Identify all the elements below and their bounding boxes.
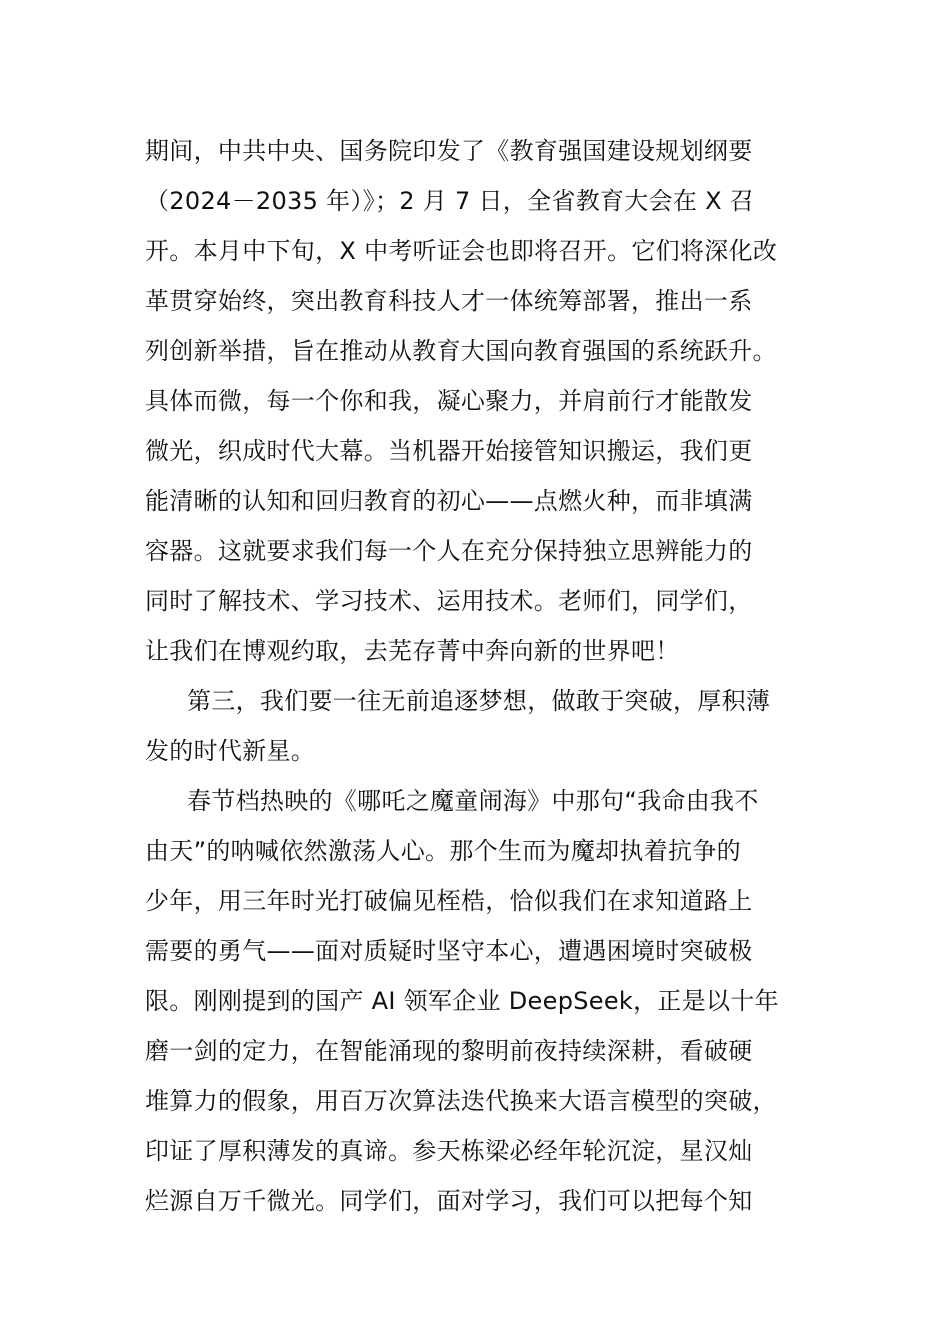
text-line: 开。本月中下旬，X 中考听证会也即将召开。它们将深化改 — [145, 237, 778, 265]
text-line: 能清晰的认知和回归教育的初心——点燃火种，而非填满 — [145, 487, 753, 515]
text-line: 限。刚刚提到的国产 AI 领军企业 DeepSeek，正是以十年 — [145, 987, 779, 1015]
text-line: 需要的勇气——面对质疑时坚守本心，遭遇困境时突破极 — [145, 937, 753, 965]
text-line: （2024－2035 年）》；2 月 7 日，全省教育大会在 X 召 — [145, 187, 755, 215]
text-line: 由天”的呐喊依然激荡人心。那个生而为魔却执着抗争的 — [145, 837, 741, 865]
text-line: 印证了厚积薄发的真谛。参天栋梁必经年轮沉淀，星汉灿 — [145, 1137, 753, 1165]
text-line: 同时了解技术、学习技术、运用技术。老师们，同学们， — [145, 587, 753, 615]
text-line: 让我们在博观约取，去芜存菁中奔向新的世界吧！ — [145, 637, 680, 665]
text-line: 少年，用三年时光打破偏见桎梏，恰似我们在求知道路上 — [145, 887, 753, 915]
paragraph-first-line: 第三，我们要一往无前追逐梦想，做敢于突破，厚积薄 — [187, 687, 771, 715]
text-line: 堆算力的假象，用百万次算法迭代换来大语言模型的突破， — [145, 1087, 777, 1115]
text-line: 磨一剑的定力，在智能涌现的黎明前夜持续深耕，看破硬 — [145, 1037, 753, 1065]
paragraph-first-line: 春节档热映的《哪吒之魔童闹海》中那句“我命由我不 — [187, 787, 759, 815]
text-line: 发的时代新星。 — [145, 737, 316, 765]
text-line: 革贯穿始终，突出教育科技人才一体统筹部署，推出一系 — [145, 287, 753, 315]
text-line: 期间，中共中央、国务院印发了《教育强国建设规划纲要 — [145, 137, 753, 165]
text-line: 容器。这就要求我们每一个人在充分保持独立思辨能力的 — [145, 537, 753, 565]
text-line: 列创新举措，旨在推动从教育大国向教育强国的系统跃升。 — [145, 337, 777, 365]
text-line: 微光，织成时代大幕。当机器开始接管知识搬运，我们更 — [145, 437, 753, 465]
text-line: 具体而微，每一个你和我，凝心聚力，并肩前行才能散发 — [145, 387, 753, 415]
text-line: 烂源自万千微光。同学们，面对学习，我们可以把每个知 — [145, 1187, 753, 1215]
